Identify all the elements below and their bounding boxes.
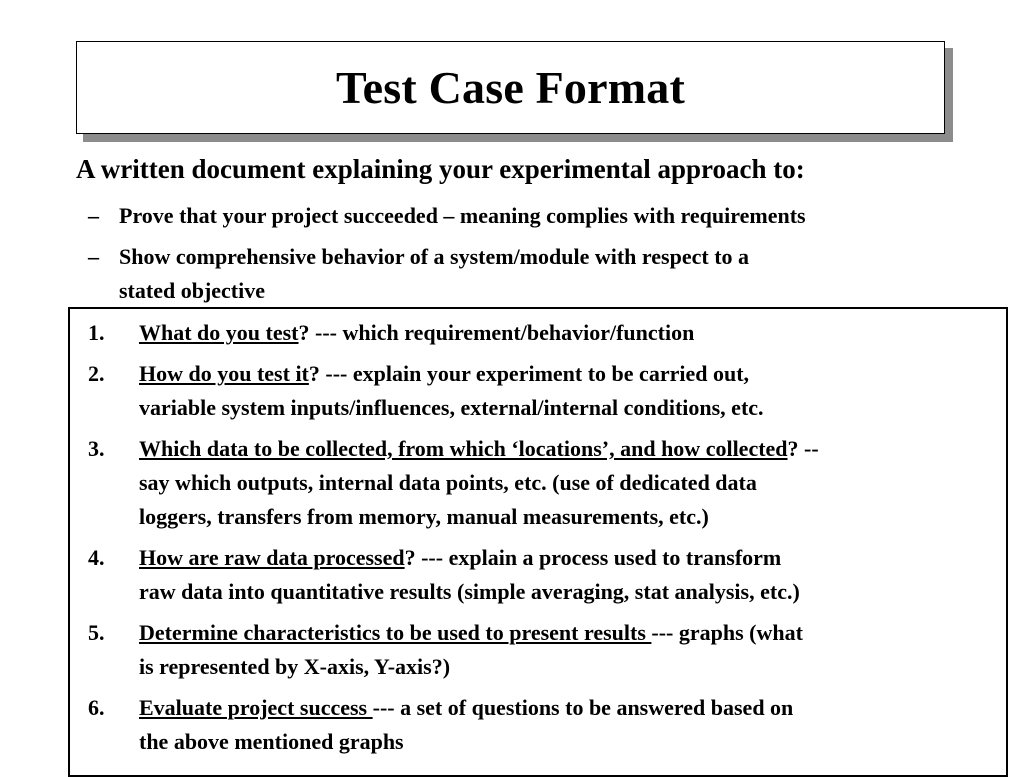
step-number: 3. [88,436,105,461]
step-text [139,432,1024,534]
step-text [139,541,1024,609]
step-text [139,316,1024,350]
step-rest: ? --- explain a process used to transform [404,545,782,570]
bullet-text: Prove that your project succeeded – meaning complies with requirements [119,203,806,228]
step-rest: --- graphs (what [651,620,803,645]
bullet-dash: – [88,244,99,269]
step-heading: How do you test it [139,361,309,386]
step-number: 2. [88,361,105,386]
step-text [139,357,1024,425]
step-line: is represented by X-axis, Y-axis?) [139,654,451,679]
step-line: the above mentioned graphs [139,729,404,754]
slide-title: Test Case Format [336,62,685,113]
bullet-text [119,240,1019,308]
step-text [139,691,1024,759]
step-number: 1. [88,320,105,345]
step-rest: --- a set of questions to be answered based on [372,695,794,720]
bullet-line: Show comprehensive behavior of a system/module with respect to a [119,244,750,269]
step-number: 5. [88,620,105,645]
step-rest: ? -- [787,436,819,461]
step-line: raw data into quantitative results (simple averaging, stat analysis, etc.) [139,579,800,604]
step-line: say which outputs, internal data points, etc. (use of dedicated data [139,470,757,495]
step-line: loggers, transfers from memory, manual measurements, etc.) [139,504,709,529]
bullet-line: stated objective [119,278,266,303]
intro-text: A written document explaining your experimental approach to: [76,154,805,184]
step-heading: What do you test [139,320,299,345]
bullet-dash: – [88,203,99,228]
step-rest: ? --- explain your experiment to be carried out, [308,361,750,386]
step-heading: Which data to be collected, from which ‘locations’, and how collected [139,436,788,461]
step-heading: Evaluate project success [139,695,373,720]
step-number: 4. [88,545,105,570]
step-number: 6. [88,695,105,720]
step-rest: ? --- which requirement/behavior/function [298,320,695,345]
step-line: variable system inputs/influences, external/internal conditions, etc. [139,395,764,420]
step-heading: How are raw data processed [139,545,405,570]
step-text [139,616,1024,684]
step-heading: Determine characteristics to be used to present results [139,620,652,645]
title-box [76,41,945,134]
